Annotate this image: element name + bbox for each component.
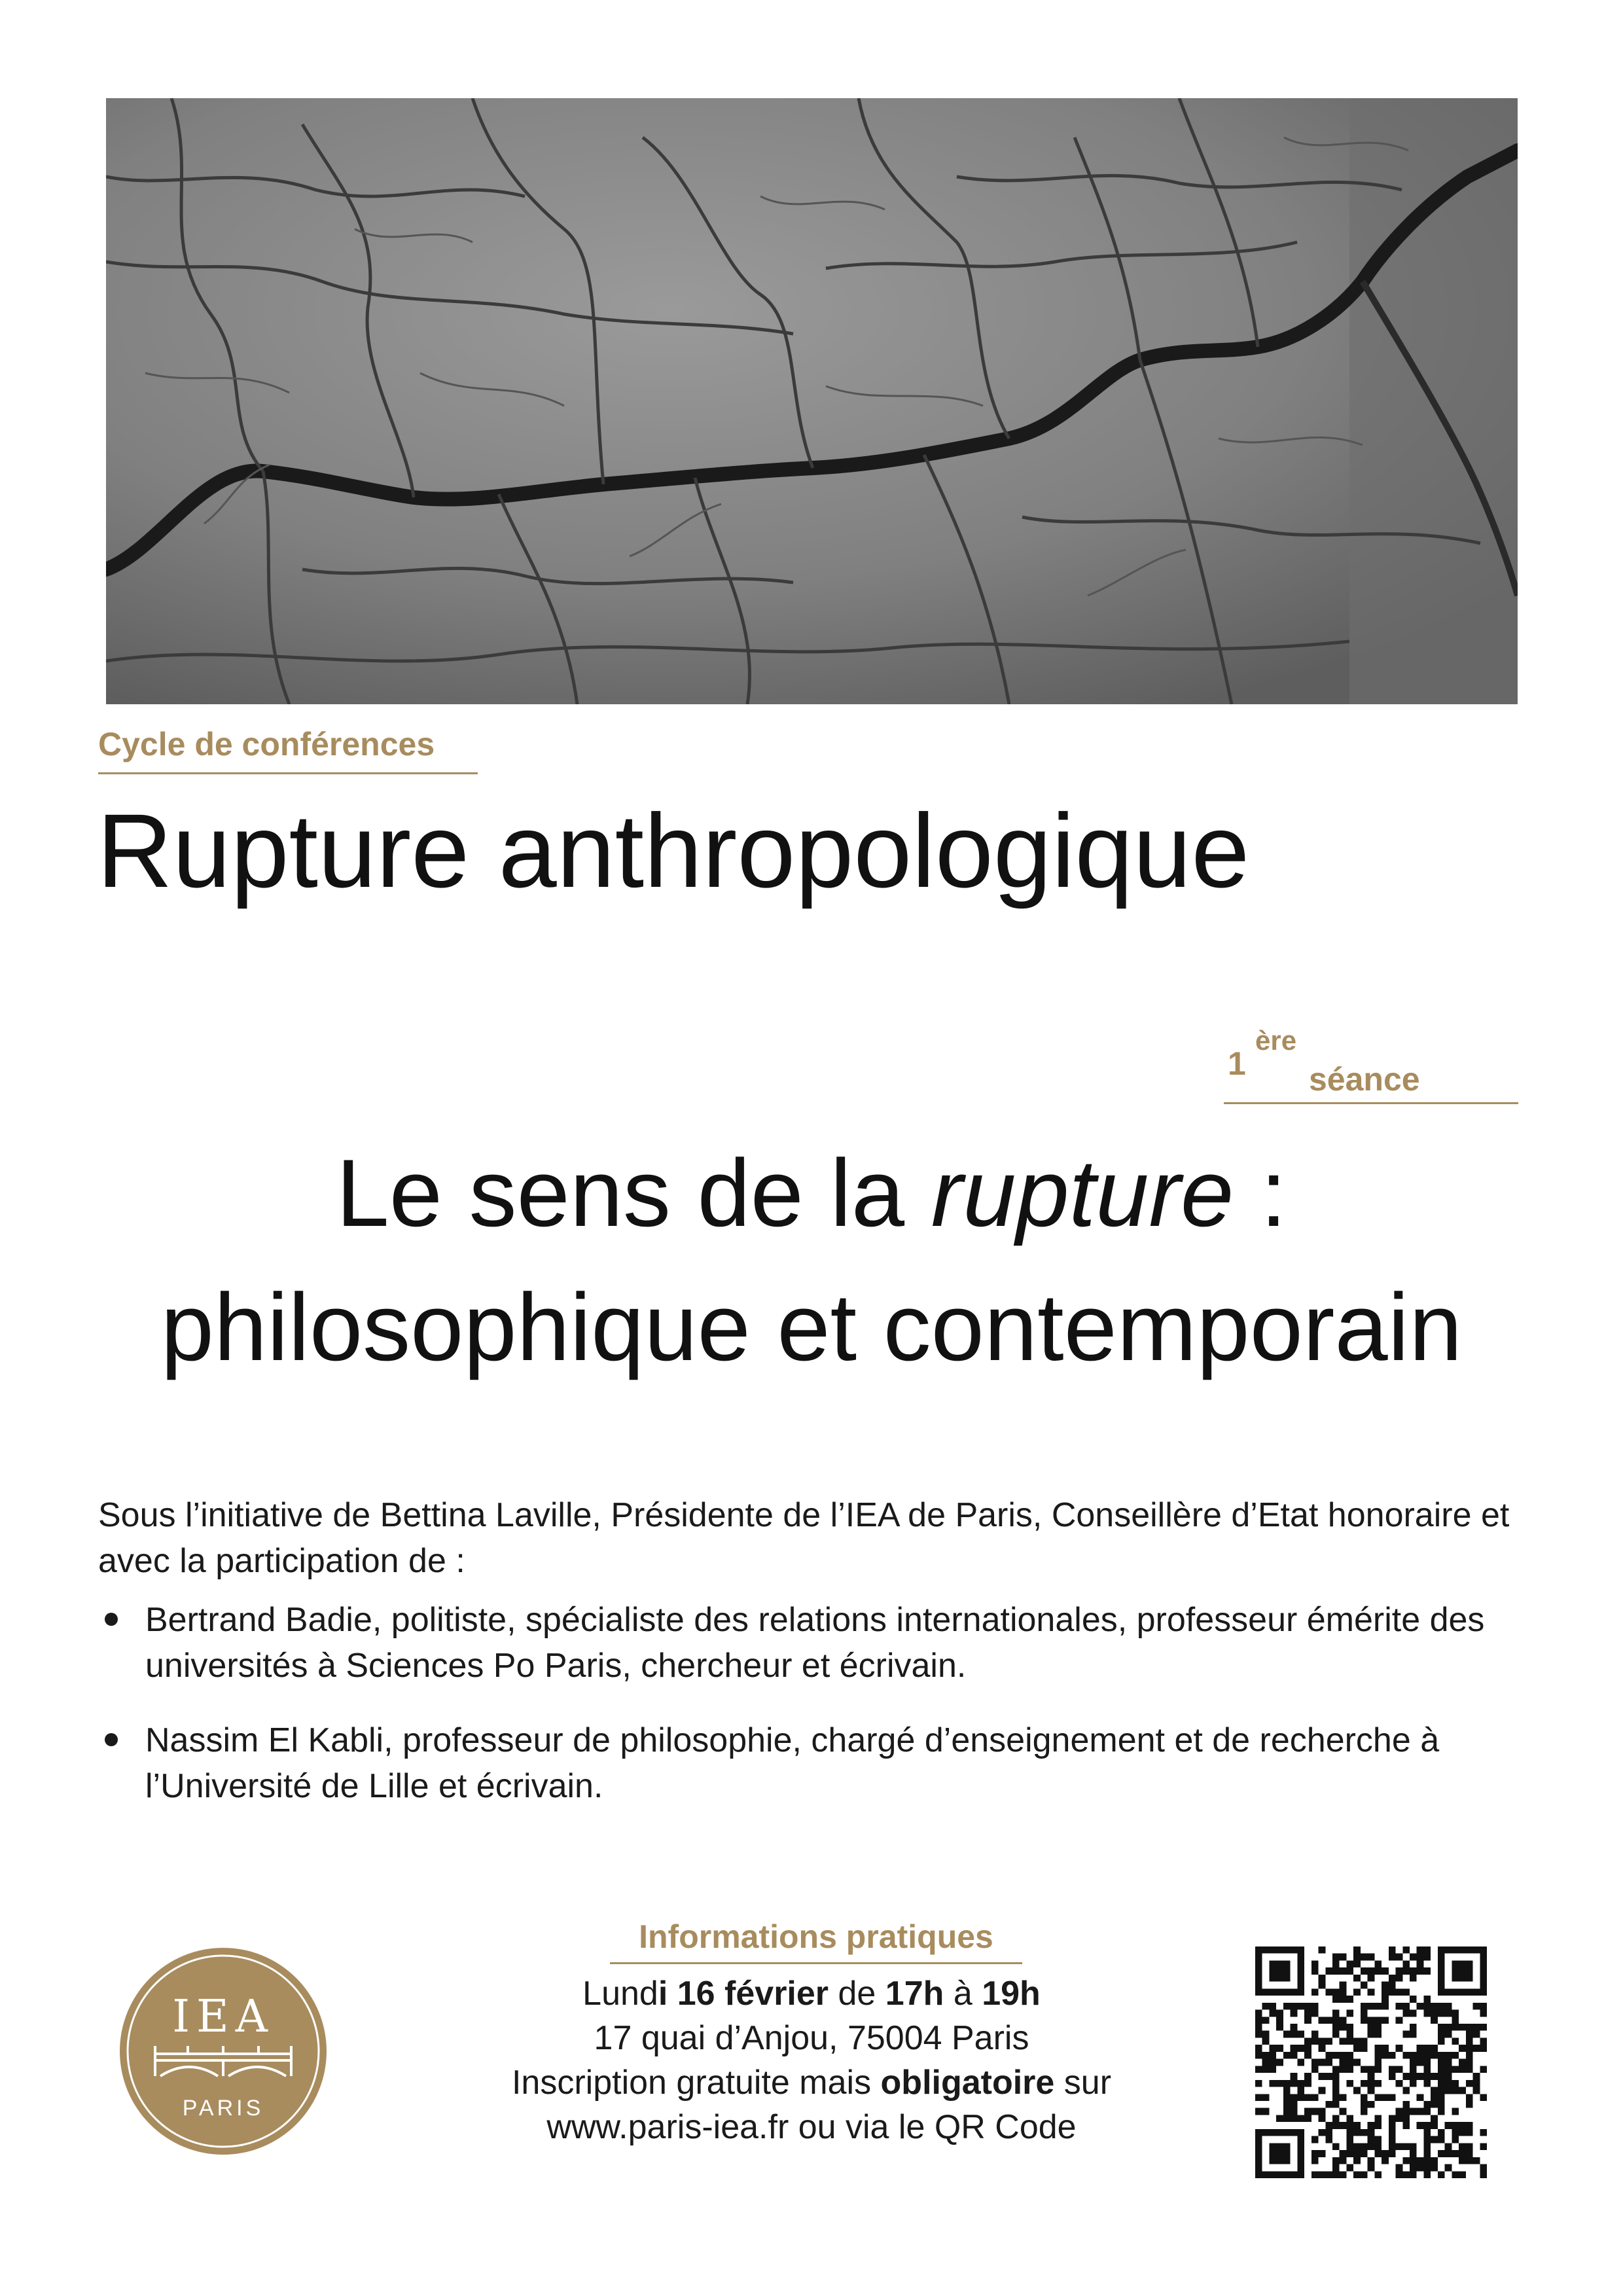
- logo-text-iea: IEA: [172, 1991, 274, 2043]
- session-word: séance: [1309, 1061, 1420, 1098]
- cracked-earth-image: [106, 98, 1518, 704]
- title-emphasis: rupture: [931, 1139, 1234, 1246]
- info-url[interactable]: www.paris-iea.fr ou via le QR Code: [546, 2108, 1077, 2146]
- participants-list: [98, 1597, 1525, 1838]
- session-label: [1224, 1025, 1518, 1104]
- participant-text: Nassim El Kabli, professeur de philosophie, chargé d’enseignement et de recherche à l’Université de Lille et écrivain.: [145, 1721, 1440, 1805]
- qr-code[interactable]: [1255, 1946, 1487, 2178]
- talk-title: [92, 1126, 1531, 1394]
- list-item: [98, 1717, 1525, 1809]
- session-suffix: ère: [1255, 1025, 1297, 1056]
- info-registration: Inscription gratuite mais obligatoire sur: [511, 2064, 1112, 2102]
- session-number: 1: [1228, 1045, 1246, 1082]
- cycle-title: Rupture anthropologique: [97, 792, 1250, 909]
- info-block: [419, 1971, 1204, 2149]
- header-photo: [106, 98, 1518, 704]
- talk-title-line1: Le sens de la rupture :: [336, 1139, 1287, 1246]
- intro-paragraph: Sous l’initiative de Bettina Laville, Présidente de l’IEA de Paris, Conseillère d’Etat honoraire et avec la participation de :: [98, 1496, 1510, 1580]
- bridge-icon: [155, 2046, 291, 2076]
- cycle-kicker: Cycle de conférences: [98, 725, 478, 774]
- iea-logo: [120, 1948, 327, 2155]
- participant-text: Bertrand Badie, politiste, spécialiste des relations internationales, professeur émérite des universités à Sciences Po Paris, chercheur et écrivain.: [145, 1601, 1485, 1685]
- bullet-icon: [105, 1733, 118, 1746]
- talk-title-line2: philosophique et contemporain: [160, 1274, 1463, 1380]
- info-date-line: Lundi 16 février de 17h à 19h: [582, 1975, 1041, 2013]
- info-address: 17 quai d’Anjou, 75004 Paris: [594, 2019, 1029, 2057]
- logo-text-paris: PARIS: [182, 2096, 264, 2121]
- info-heading: Informations pratiques: [610, 1918, 1022, 1964]
- list-item: [98, 1597, 1525, 1689]
- qr-code-icon: [1255, 1946, 1487, 2178]
- bullet-icon: [105, 1613, 118, 1626]
